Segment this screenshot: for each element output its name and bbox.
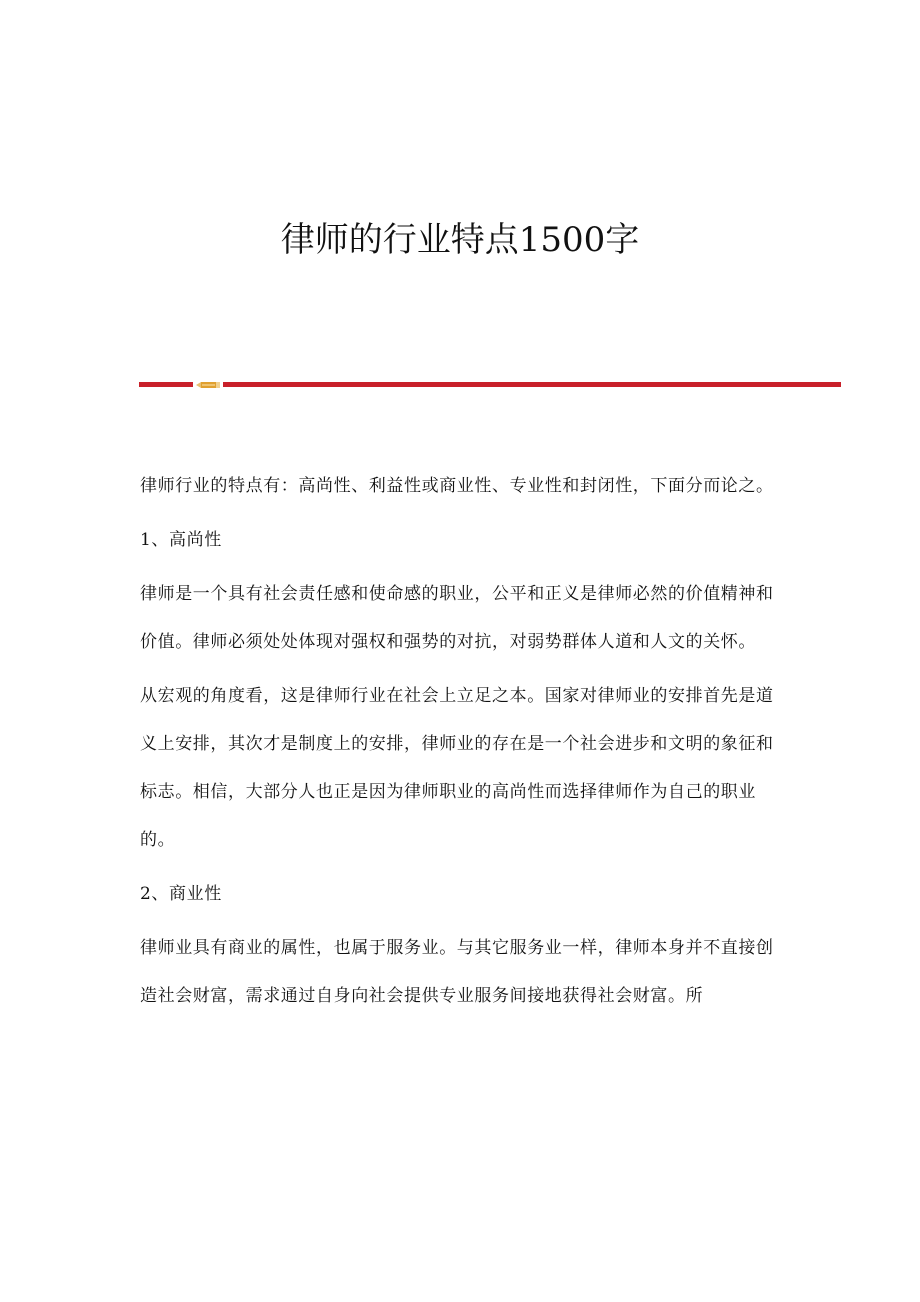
title-divider <box>139 379 841 391</box>
divider-line-left <box>139 382 193 387</box>
section-heading-1: 1、高尚性 <box>140 530 222 550</box>
section-heading-2: 2、商业性 <box>140 884 222 904</box>
paragraph-intro: 律师行业的特点有：高尚性、利益性或商业性、专业性和封闭性，下面分而论之。 <box>140 476 774 496</box>
pencil-icon <box>196 381 220 389</box>
divider-line-right <box>223 382 841 387</box>
document-body <box>140 462 780 1026</box>
document-title: 律师的行业特点1500字 <box>280 220 640 260</box>
paragraph-3: 律师业具有商业的属性，也属于服务业。与其它服务业一样，律师本身并不直接创造社会财富，需求通过自身向社会提供专业服务间接地获得社会财富。所 <box>140 938 774 1006</box>
paragraph-2: 从宏观的角度看，这是律师行业在社会上立足之本。国家对律师业的安排首先是道义上安排，其次才是制度上的安排，律师业的存在是一个社会进步和文明的象征和标志。相信，大部分人也正是因为律师职业的高尚性而选择律师作为自己的职业的。 <box>140 686 774 850</box>
paragraph-1: 律师是一个具有社会责任感和使命感的职业，公平和正义是律师必然的价值精神和价值。律师必须处处体现对强权和强势的对抗，对弱势群体人道和人文的关怀。 <box>140 584 774 652</box>
